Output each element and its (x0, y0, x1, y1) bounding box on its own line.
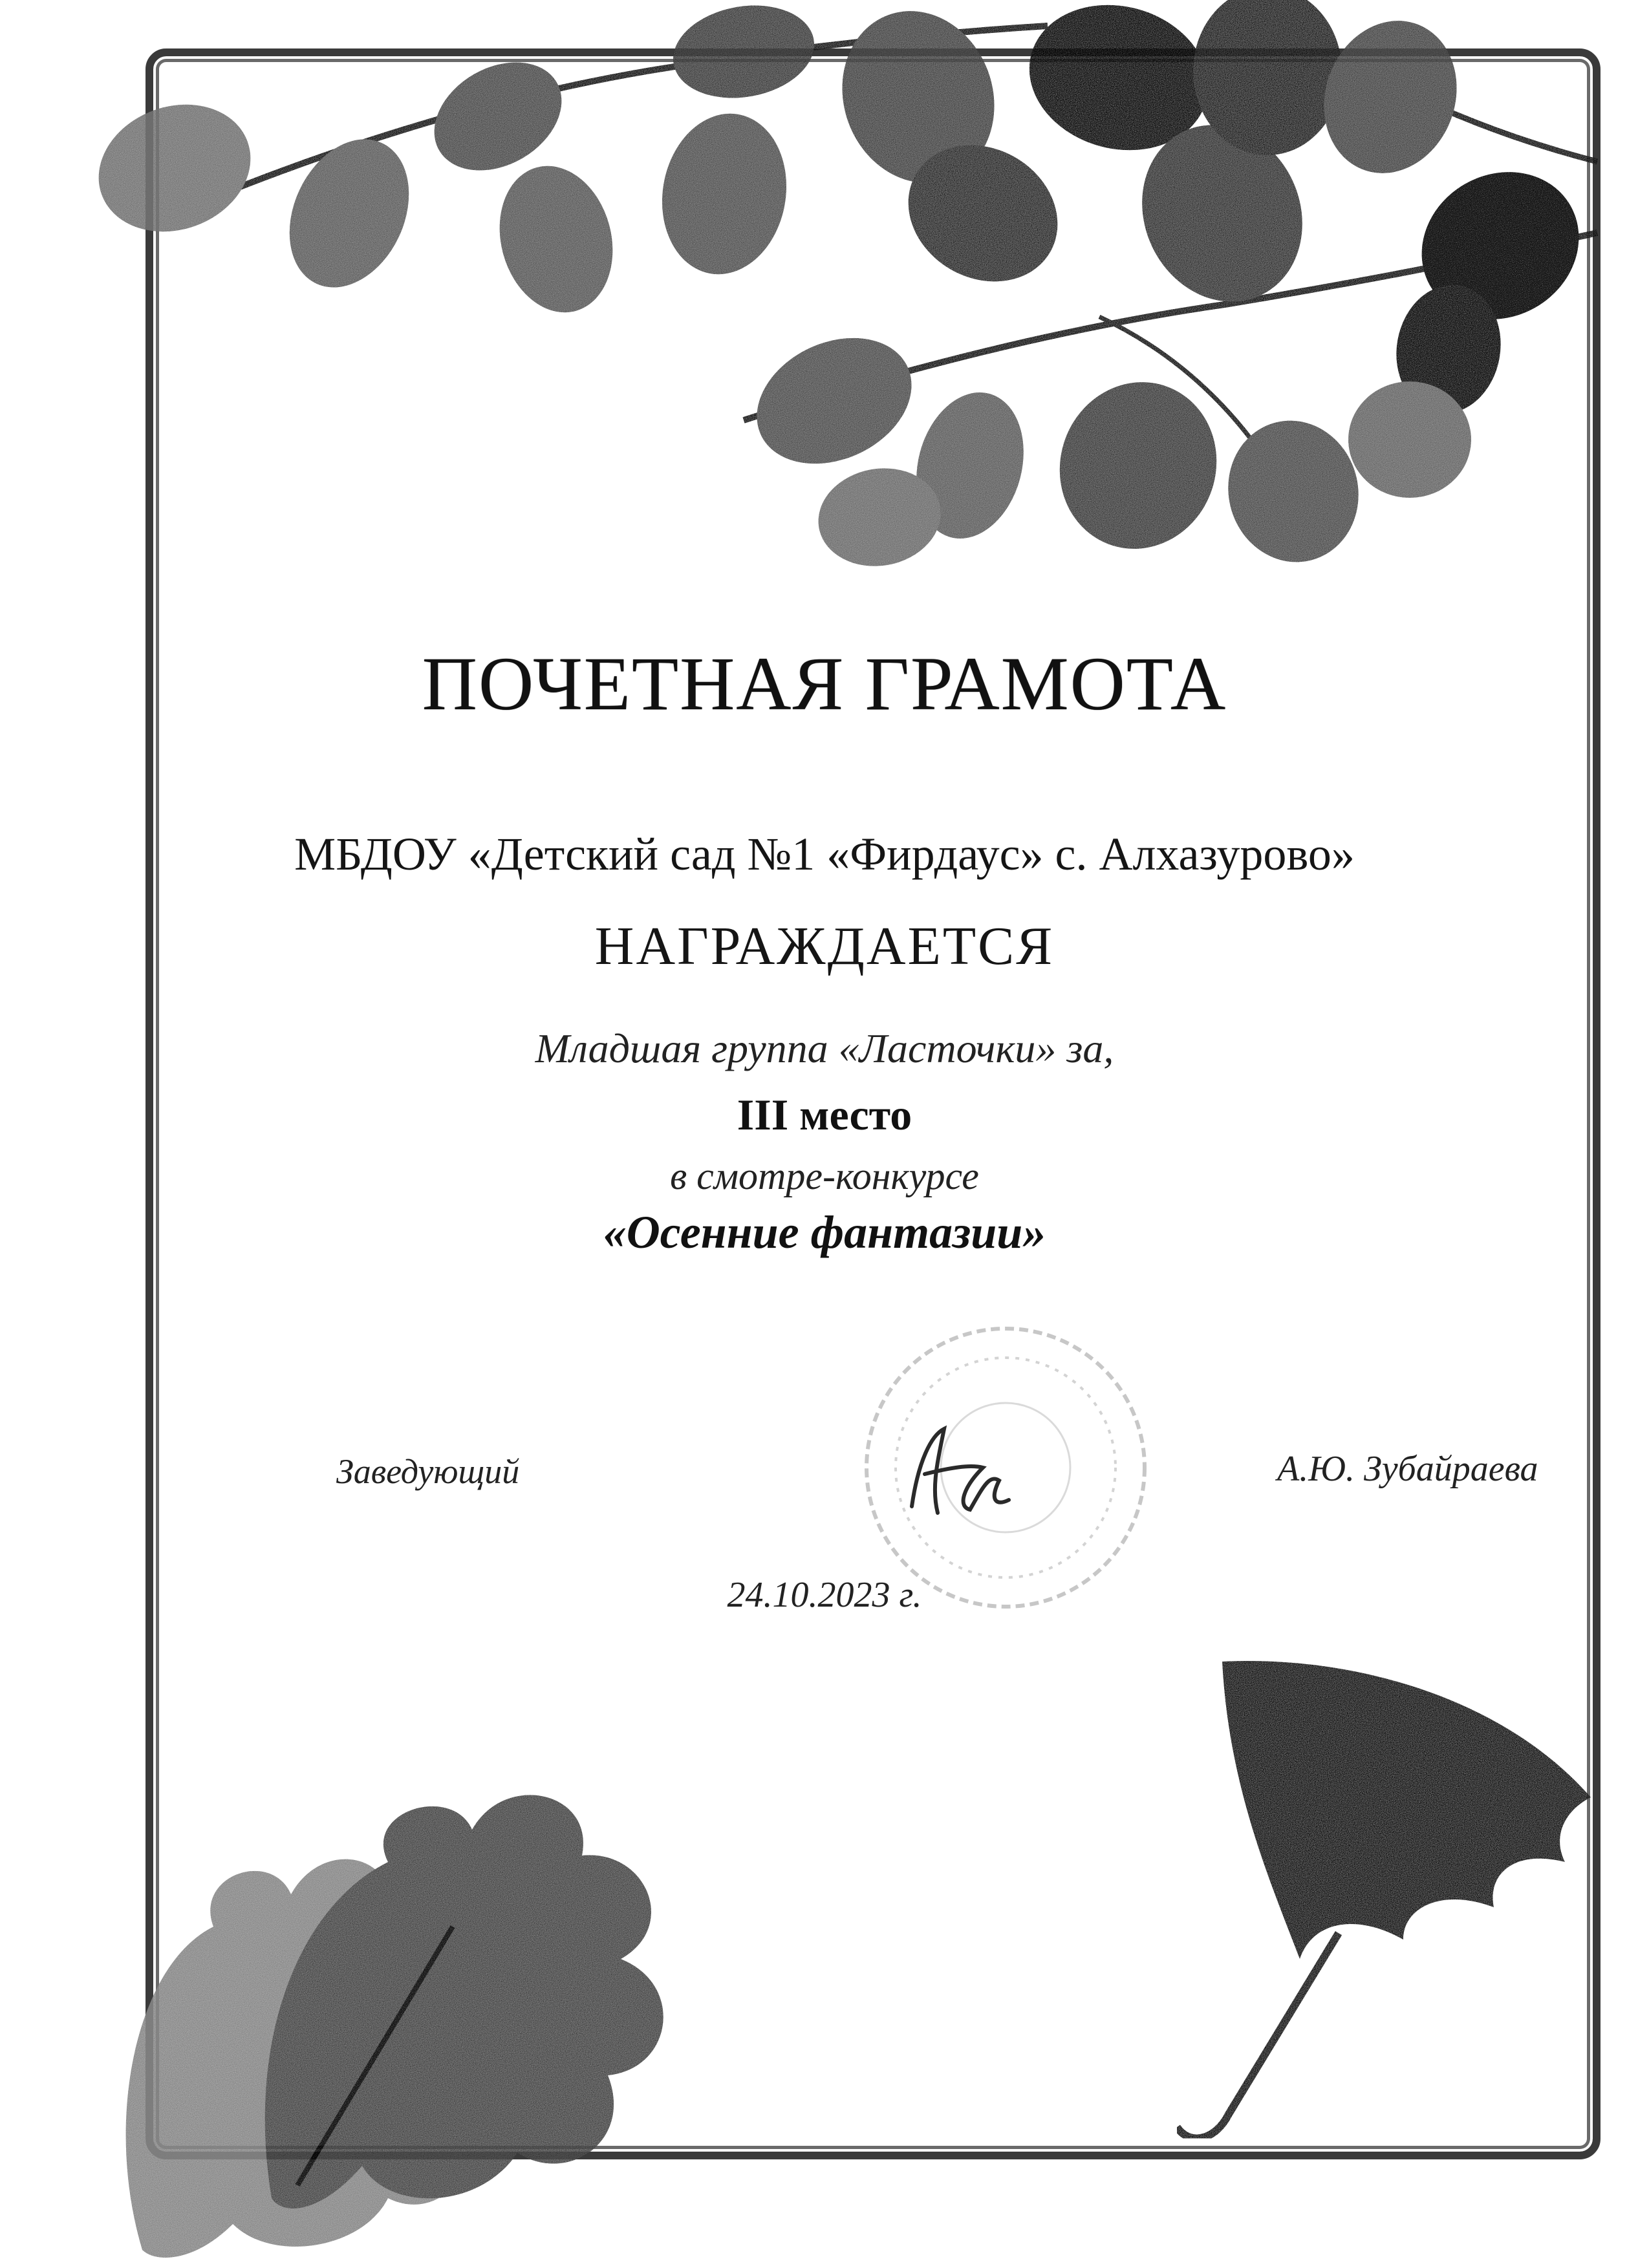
recipient-text: Младшая группа «Ласточки» за, (535, 1025, 1114, 1071)
issue-date: 24.10.2023 г. (727, 1575, 922, 1615)
umbrella-decoration (1177, 1661, 1591, 2139)
oak-leaves-decoration (126, 1795, 663, 2258)
signer-role: Заведующий (336, 1452, 520, 1491)
contest-prefix: в смотре-конкурсе (670, 1155, 979, 1197)
signer-name: А.Ю. Зубайраева (1277, 1449, 1538, 1489)
organization-name: МБДОУ «Детский сад №1 «Фирдаус» с. Алхазурово» (294, 828, 1355, 880)
awarded-label: НАГРАЖДАЕТСЯ (594, 916, 1055, 976)
branch-top-decoration (81, 0, 1606, 577)
place-text: III место (737, 1090, 912, 1139)
official-stamp (867, 1329, 1145, 1607)
handwritten-signature (912, 1429, 1009, 1513)
contest-name: «Осенние фантазии» (603, 1206, 1046, 1258)
certificate-title: ПОЧЕТНАЯ ГРАМОТА (422, 641, 1227, 726)
